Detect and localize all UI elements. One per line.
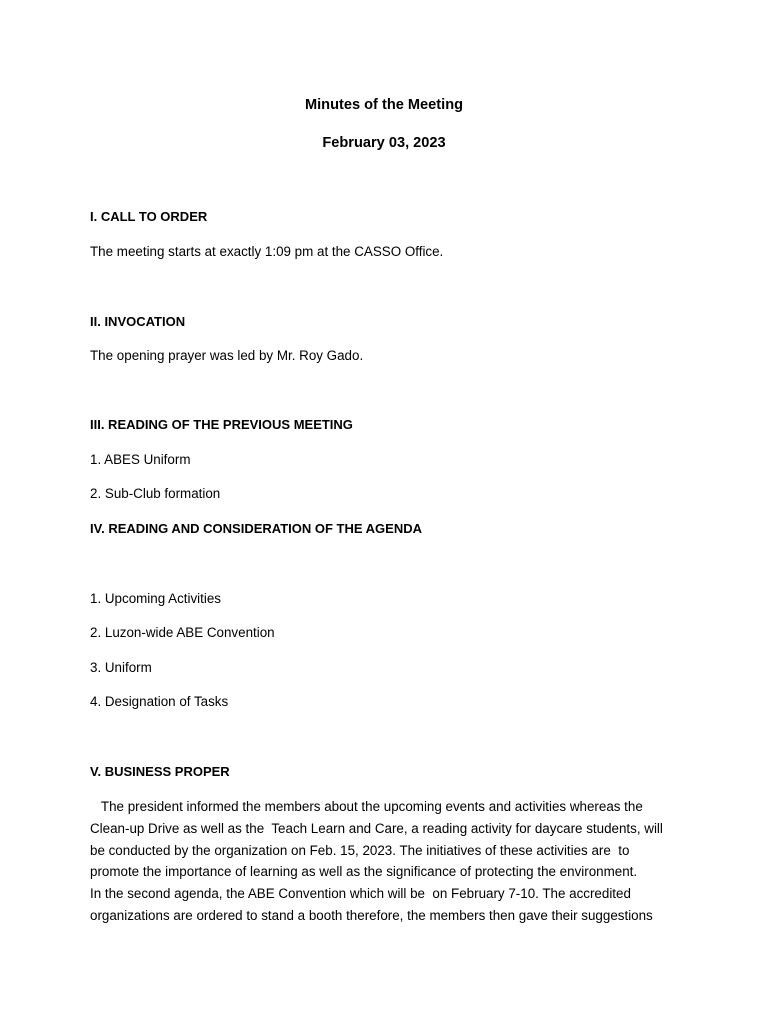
list-item: 1. Upcoming Activities	[90, 591, 221, 606]
invocation-text: The opening prayer was led by Mr. Roy Gado.	[90, 348, 364, 363]
section-heading-invocation: II. INVOCATION	[90, 314, 186, 329]
paragraph-line: In the second agenda, the ABE Convention which will be on February 7-10. The accredited	[90, 886, 631, 902]
business-proper-paragraph	[90, 796, 690, 927]
document-title: Minutes of the Meeting	[304, 97, 464, 113]
paragraph-line: be conducted by the organization on Feb. 15, 2023. The initiatives of these activities are to	[90, 842, 630, 858]
paragraph-line: organizations are ordered to stand a booth therefore, the members then gave their suggestions	[90, 907, 653, 923]
list-item: 3. Uniform	[90, 660, 152, 675]
list-item: 1. ABES Uniform	[90, 452, 191, 467]
paragraph-line: promote the importance of learning as well as the significance of protecting the environment.	[90, 864, 638, 880]
paragraph-line: The president informed the members about the upcoming events and activities whereas the	[90, 799, 643, 814]
section-heading-call-to-order: I. CALL TO ORDER	[90, 209, 208, 224]
section-heading-reading-previous: III. READING OF THE PREVIOUS MEETING	[90, 417, 353, 432]
call-to-order-text: The meeting starts at exactly 1:09 pm at the CASSO Office.	[90, 244, 444, 259]
list-item: 2. Sub-Club formation	[90, 486, 221, 501]
list-item: 2. Luzon-wide ABE Convention	[90, 625, 275, 640]
section-heading-agenda: IV. READING AND CONSIDERATION OF THE AGENDA	[90, 521, 423, 536]
document-date: February 03, 2023	[322, 135, 446, 151]
section-heading-business-proper: V. BUSINESS PROPER	[90, 764, 230, 779]
list-item: 4. Designation of Tasks	[90, 694, 229, 709]
paragraph-line: Clean-up Drive as well as the Teach Learn and Care, a reading activity for daycare students, will	[90, 820, 663, 836]
